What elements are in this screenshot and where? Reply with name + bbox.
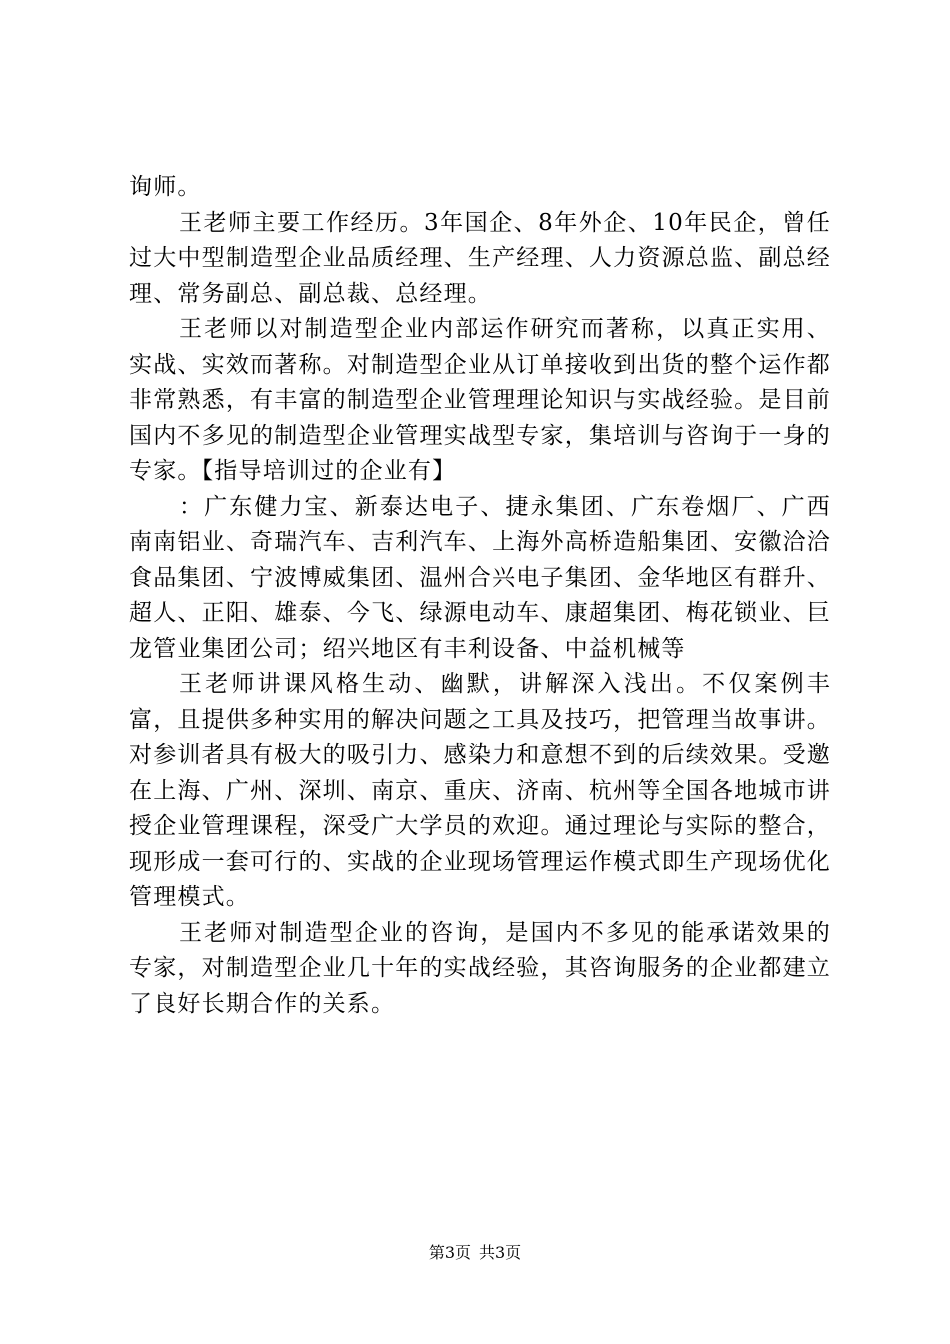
page-footer [0,1243,950,1263]
paragraph-work-experience: 王老师主要工作经历。3年国企、8年外企、10年民企，曾任过大中型制造型企业品质经理、生产经理、人力资源总监、副总经理、常务副总、副总裁、总经理。 [129,209,831,307]
paragraph-teaching-style: 王老师讲课风格生动、幽默，讲解深入浅出。不仅案例丰富，且提供多种实用的解决问题之工具及技巧，把管理当故事讲。对参训者具有极大的吸引力、感染力和意想不到的后续效果。受邀在上海、广州、深圳、南京、重庆、济南、杭州等全国各地城市讲授企业管理课程，深受广大学员的欢迎。通过理论与实际的整合，现形成一套可行的、实战的企业现场管理运作模式即生产现场优化管理模式。 [129,671,831,910]
page-number-total: 共3页 [479,1243,522,1262]
paragraph-expertise: 王老师以对制造型企业内部运作研究而著称，以真正实用、实战、实效而著称。对制造型企业从订单接收到出货的整个运作都非常熟悉，有丰富的制造型企业管理理论知识与实战经验。是目前国内不多见的制造型企业管理实战型专家，集培训与咨询于一身的专家。【指导培训过的企业有】 [129,316,831,484]
page-number-current: 第3页 [428,1243,471,1262]
paragraph-client-list: ：广东健力宝、新泰达电子、捷永集团、广东卷烟厂、广西南南铝业、奇瑞汽车、吉利汽车、上海外高桥造船集团、安徽洽洽食品集团、宁波博威集团、温州合兴电子集团、金华地区有群升、超人、正阳、雄泰、今飞、绿源电动车、康超集团、梅花锁业、巨龙管业集团公司；绍兴地区有丰利设备、中益机械等 [129,493,831,662]
document-body [129,170,831,1022]
paragraph-consulting: 王老师对制造型企业的咨询，是国内不多见的能承诺效果的专家，对制造型企业几十年的实战经验，其咨询服务的企业都建立了良好长期合作的关系。 [129,919,831,1017]
paragraph-continuation: 询师。 [129,174,202,200]
